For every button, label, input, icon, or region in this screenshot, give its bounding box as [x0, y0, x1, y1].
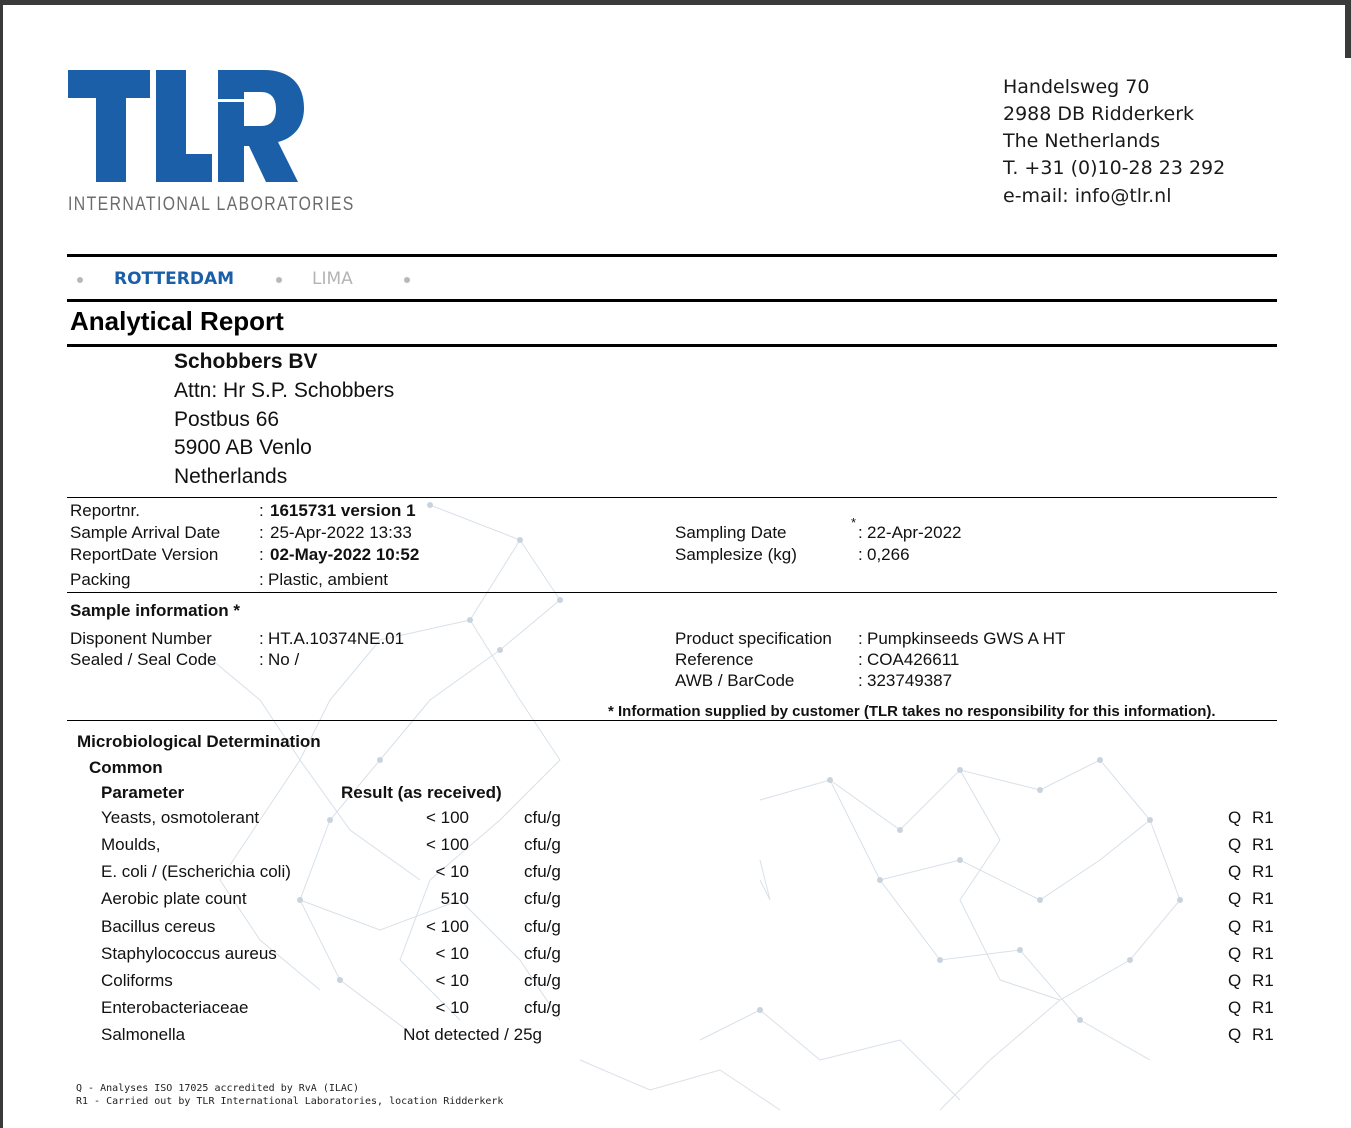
- table-row: [0, 944, 1351, 971]
- samplesize-label: Samplesize (kg): [675, 545, 797, 564]
- bullet-icon: [276, 277, 282, 283]
- customer-name: Schobbers BV: [174, 350, 318, 373]
- table-row: [0, 862, 1351, 889]
- company-subtitle: INTERNATIONAL LABORATORIES: [68, 194, 355, 215]
- location-code: R1: [1252, 862, 1274, 881]
- divider: [67, 254, 1277, 257]
- address-city: 2988 DB Ridderkerk: [1003, 103, 1195, 125]
- reportnr-label: Reportnr.: [70, 501, 140, 520]
- sampling-date-value: 22-Apr-2022: [867, 523, 962, 542]
- colon: :: [259, 501, 264, 520]
- sealed-value: No /: [268, 650, 300, 669]
- report-date-value: 02-May-2022 10:52: [270, 545, 420, 564]
- reference-label: Reference: [675, 650, 754, 669]
- colon: :: [259, 545, 264, 564]
- parameter-name: E. coli / (Escherichia coli): [101, 862, 291, 881]
- accreditation-code: Q: [1228, 808, 1242, 827]
- awb-value: 323749387: [867, 671, 953, 690]
- result-value: < 10: [435, 944, 469, 963]
- location-code: R1: [1252, 917, 1274, 936]
- table-row: [0, 917, 1351, 944]
- footnote-q: Q - Analyses ISO 17025 accredited by RvA (ILAC): [76, 1083, 359, 1094]
- colon: :: [858, 523, 863, 542]
- address-email: e-mail: info@tlr.nl: [1003, 185, 1172, 207]
- colon: :: [259, 629, 264, 648]
- micro-subheading: Common: [89, 758, 163, 777]
- sampling-date-label: Sampling Date: [675, 523, 787, 542]
- location-lima: LIMA: [312, 269, 353, 289]
- location-code: R1: [1252, 835, 1274, 854]
- result-value: Not detected / 25g: [403, 1025, 542, 1044]
- awb-label: AWB / BarCode: [675, 671, 795, 690]
- result-unit: cfu/g: [524, 808, 561, 827]
- arrival-date-label: Sample Arrival Date: [70, 523, 221, 542]
- packing-label: Packing: [70, 570, 131, 589]
- result-unit: cfu/g: [524, 917, 561, 936]
- asterisk-marker: *: [851, 515, 857, 530]
- samplesize-value: 0,266: [867, 545, 910, 564]
- result-value: < 10: [435, 862, 469, 881]
- customer-country: Netherlands: [174, 465, 288, 488]
- location-code: R1: [1252, 1025, 1274, 1044]
- location-code: R1: [1252, 944, 1274, 963]
- location-code: R1: [1252, 889, 1274, 908]
- divider: [67, 344, 1277, 347]
- parameter-name: Moulds,: [101, 835, 161, 854]
- result-unit: cfu/g: [524, 998, 561, 1017]
- parameter-name: Aerobic plate count: [101, 889, 247, 908]
- accreditation-code: Q: [1228, 971, 1242, 990]
- disponent-value: HT.A.10374NE.01: [268, 629, 405, 648]
- result-unit: cfu/g: [524, 835, 561, 854]
- colon: :: [259, 650, 264, 669]
- location-code: R1: [1252, 971, 1274, 990]
- parameter-name: Yeasts, osmotolerant: [101, 808, 260, 827]
- colon: :: [858, 629, 863, 648]
- divider: [67, 299, 1277, 302]
- customer-info-note: * Information supplied by customer (TLR takes no responsibility for this information).: [608, 703, 1216, 720]
- parameter-name: Salmonella: [101, 1025, 186, 1044]
- address-street: Handelsweg 70: [1003, 76, 1150, 98]
- accreditation-code: Q: [1228, 1025, 1242, 1044]
- table-row: [0, 808, 1351, 835]
- result-value: < 100: [425, 835, 469, 854]
- result-unit: cfu/g: [524, 971, 561, 990]
- result-unit: cfu/g: [524, 944, 561, 963]
- result-value: < 100: [425, 917, 469, 936]
- address-phone: T. +31 (0)10-28 23 292: [1003, 157, 1226, 179]
- table-row: [0, 998, 1351, 1025]
- result-unit: cfu/g: [524, 889, 561, 908]
- address-country: The Netherlands: [1003, 130, 1161, 152]
- accreditation-code: Q: [1228, 889, 1242, 908]
- parameter-name: Enterobacteriaceae: [101, 998, 249, 1017]
- product-spec-label: Product specification: [675, 629, 832, 648]
- accreditation-code: Q: [1228, 998, 1242, 1017]
- accreditation-code: Q: [1228, 917, 1242, 936]
- colon: :: [858, 650, 863, 669]
- reference-value: COA426611: [867, 650, 960, 669]
- disponent-label: Disponent Number: [70, 629, 212, 648]
- location-code: R1: [1252, 998, 1274, 1017]
- bullet-icon: [404, 277, 410, 283]
- result-value: < 10: [435, 998, 469, 1017]
- product-spec-value: Pumpkinseeds GWS A HT: [867, 629, 1066, 648]
- colon: :: [858, 545, 863, 564]
- bullet-icon: [77, 277, 83, 283]
- parameter-name: Bacillus cereus: [101, 917, 216, 936]
- divider: [67, 497, 1277, 498]
- result-value: < 10: [435, 971, 469, 990]
- result-value: 510: [440, 889, 469, 908]
- parameter-name: Coliforms: [101, 971, 173, 990]
- result-value: < 100: [425, 808, 469, 827]
- table-row: [0, 1025, 1351, 1052]
- sealed-label: Sealed / Seal Code: [70, 650, 217, 669]
- column-header-parameter: Parameter: [101, 783, 185, 802]
- reportnr-value: 1615731 version 1: [270, 501, 416, 520]
- micro-heading: Microbiological Determination: [77, 732, 321, 751]
- location-rotterdam: ROTTERDAM: [114, 269, 235, 289]
- table-row: [0, 835, 1351, 862]
- customer-postbus: Postbus 66: [174, 408, 280, 431]
- tlr-logo: [68, 70, 312, 182]
- location-code: R1: [1252, 808, 1274, 827]
- arrival-date-value: 25-Apr-2022 13:33: [270, 523, 412, 542]
- report-date-label: ReportDate Version: [70, 545, 219, 564]
- colon: :: [259, 523, 264, 542]
- report-title: Analytical Report: [70, 306, 284, 336]
- divider: [67, 720, 1277, 721]
- customer-attn: Attn: Hr S.P. Schobbers: [174, 379, 395, 402]
- table-row: [0, 971, 1351, 998]
- accreditation-code: Q: [1228, 944, 1242, 963]
- column-header-result: Result (as received): [341, 783, 502, 802]
- result-unit: cfu/g: [524, 862, 561, 881]
- packing-value: Plastic, ambient: [268, 570, 388, 589]
- accreditation-code: Q: [1228, 835, 1242, 854]
- footnote-r1: R1 - Carried out by TLR International Laboratories, location Ridderkerk: [76, 1096, 504, 1107]
- sample-info-heading: Sample information *: [70, 601, 241, 620]
- accreditation-code: Q: [1228, 862, 1242, 881]
- colon: :: [858, 671, 863, 690]
- divider: [67, 592, 1277, 593]
- colon: :: [259, 570, 264, 589]
- customer-city: 5900 AB Venlo: [174, 436, 312, 459]
- parameter-name: Staphylococcus aureus: [101, 944, 277, 963]
- table-row: [0, 889, 1351, 916]
